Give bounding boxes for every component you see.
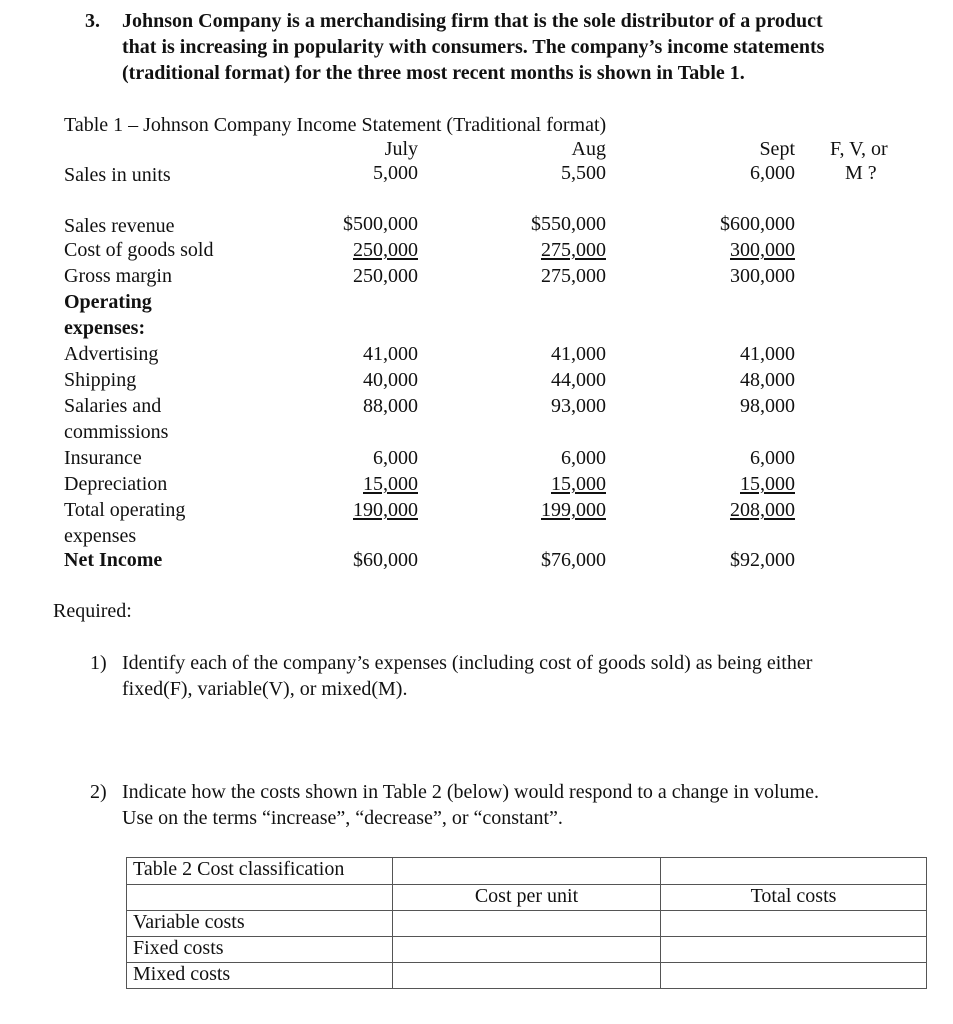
total-operating-sept: 208,000 (730, 499, 795, 521)
row-label-shipping: Shipping (64, 369, 137, 391)
question-number: 3. (85, 10, 100, 32)
depreciation-july: 15,000 (363, 473, 418, 495)
table2-cell-fixed-total[interactable] (661, 937, 927, 963)
required-item-1-num: 1) (90, 652, 107, 674)
salaries-aug: 93,000 (551, 395, 606, 417)
question-line-1: Johnson Company is a merchandising firm that is the sole distributor of a product (122, 10, 823, 32)
fvm-header-2: M ? (845, 162, 877, 184)
shipping-july: 40,000 (363, 369, 418, 391)
sales-units-aug: 5,500 (561, 162, 606, 184)
advertising-sept: 41,000 (740, 343, 795, 365)
row-label-salaries: Salaries and (64, 395, 162, 417)
required-item-1-line-2: fixed(F), variable(V), or mixed(M). (122, 678, 408, 700)
table2-caption: Table 2 Cost classification (127, 858, 393, 885)
cogs-sept: 300,000 (730, 239, 795, 261)
gross-margin-july: 250,000 (353, 265, 418, 287)
sales-units-label: Sales in units (64, 164, 171, 186)
table2-cell-variable-per-unit[interactable] (393, 911, 661, 937)
required-item-1-line-1: Identify each of the company’s expenses (including cost of goods sold) as being either (122, 652, 813, 674)
row-label-gross-margin: Gross margin (64, 265, 172, 287)
row-label-depreciation: Depreciation (64, 473, 168, 495)
table1-caption: Table 1 – Johnson Company Income Statement (Traditional format) (64, 114, 607, 136)
row-label-insurance: Insurance (64, 447, 142, 469)
row-label-commissions: commissions (64, 421, 169, 443)
table2-empty-header-cell (661, 858, 927, 885)
row-label-total-operating: Total operating (64, 499, 186, 521)
table2-cell-mixed-total[interactable] (661, 963, 927, 989)
table2-cell-mixed-per-unit[interactable] (393, 963, 661, 989)
table2-row-mixed: Mixed costs (127, 963, 393, 989)
row-label-total-expenses: expenses (64, 525, 137, 547)
table2 (126, 857, 927, 989)
shipping-aug: 44,000 (551, 369, 606, 391)
advertising-july: 41,000 (363, 343, 418, 365)
table2-col-total-costs: Total costs (661, 885, 927, 911)
sales-units-july: 5,000 (373, 162, 418, 184)
required-heading: Required: (53, 600, 132, 622)
total-operating-aug: 199,000 (541, 499, 606, 521)
salaries-july: 88,000 (363, 395, 418, 417)
table2-empty-cell (127, 885, 393, 911)
insurance-july: 6,000 (373, 447, 418, 469)
sales-revenue-sept: $600,000 (720, 213, 795, 235)
required-item-2-line-1: Indicate how the costs shown in Table 2 (below) would respond to a change in volume. (122, 781, 819, 803)
table2-row-fixed: Fixed costs (127, 937, 393, 963)
table2-cell-variable-total[interactable] (661, 911, 927, 937)
advertising-aug: 41,000 (551, 343, 606, 365)
salaries-sept: 98,000 (740, 395, 795, 417)
net-income-july: $60,000 (353, 549, 418, 571)
insurance-aug: 6,000 (561, 447, 606, 469)
question-line-3: (traditional format) for the three most recent months is shown in Table 1. (122, 62, 745, 84)
row-label-advertising: Advertising (64, 343, 159, 365)
net-income-sept: $92,000 (730, 549, 795, 571)
cogs-july: 250,000 (353, 239, 418, 261)
row-label-expenses: expenses: (64, 317, 146, 339)
table2-col-cost-per-unit: Cost per unit (393, 885, 661, 911)
fvm-header-1: F, V, or (830, 138, 888, 160)
row-label-net-income: Net Income (64, 549, 163, 571)
month-aug: Aug (571, 138, 606, 160)
row-label-sales-revenue: Sales revenue (64, 215, 175, 237)
depreciation-sept: 15,000 (740, 473, 795, 495)
sales-revenue-aug: $550,000 (531, 213, 606, 235)
shipping-sept: 48,000 (740, 369, 795, 391)
gross-margin-aug: 275,000 (541, 265, 606, 287)
required-item-2-line-2: Use on the terms “increase”, “decrease”, or “constant”. (122, 807, 563, 829)
row-label-cogs: Cost of goods sold (64, 239, 214, 261)
required-item-2-num: 2) (90, 781, 107, 803)
table2-empty-header-cell (393, 858, 661, 885)
table2-cell-fixed-per-unit[interactable] (393, 937, 661, 963)
sales-units-sept: 6,000 (750, 162, 795, 184)
row-label-operating: Operating (64, 291, 152, 313)
question-line-2: that is increasing in popularity with consumers. The company’s income statements (122, 36, 825, 58)
month-sept: Sept (759, 138, 795, 160)
sales-revenue-july: $500,000 (343, 213, 418, 235)
table2-row-variable: Variable costs (127, 911, 393, 937)
month-july: July (384, 138, 418, 160)
cogs-aug: 275,000 (541, 239, 606, 261)
total-operating-july: 190,000 (353, 499, 418, 521)
depreciation-aug: 15,000 (551, 473, 606, 495)
insurance-sept: 6,000 (750, 447, 795, 469)
net-income-aug: $76,000 (541, 549, 606, 571)
gross-margin-sept: 300,000 (730, 265, 795, 287)
